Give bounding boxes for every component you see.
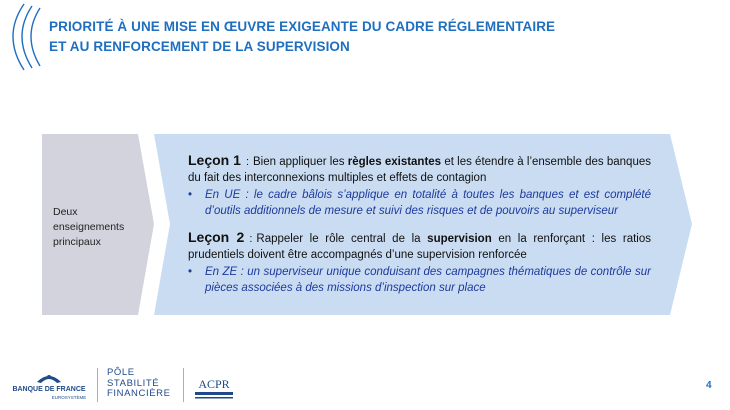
lesson-1-keyword: règles existantes <box>347 156 442 168</box>
bdf-sub: EUROSYSTÈME <box>51 395 87 400</box>
pole-line-2: STABILITÉ <box>107 377 160 389</box>
footer-separator <box>183 368 184 402</box>
pole-line-1: PÔLE <box>107 367 135 378</box>
lesson-1-text-after: et les étendre à l’ensemble des banques du fait des interconnexions multiples et effets de contagion <box>188 156 651 184</box>
banque-de-france-logo <box>9 368 89 402</box>
lesson-1 <box>188 152 651 186</box>
lesson-1-text-before: Bien appliquer les <box>253 156 348 168</box>
lesson-1-colon: : <box>245 156 249 168</box>
acpr-logo <box>193 372 235 402</box>
lesson-2-text-before: Rappeler le rôle central de la <box>256 233 428 245</box>
lesson-1-bullet <box>188 187 651 219</box>
lesson-2-bullet <box>188 264 651 296</box>
lesson-2-title: Leçon 2 <box>188 229 245 245</box>
page-title <box>49 17 689 57</box>
pole-line-3: FINANCIÈRE <box>107 388 171 399</box>
lesson-1-title: Leçon 1 <box>188 152 241 168</box>
page-number: 4 <box>706 380 712 391</box>
bdf-name: BANQUE DE FRANCE <box>12 386 86 393</box>
left-label: Deux enseignements principaux <box>53 206 125 248</box>
lessons-content <box>188 152 651 296</box>
bullet-icon: • <box>188 266 193 278</box>
lesson-2-bullet-text: En ZE : un superviseur unique conduisant des campagnes thématiques de contrôle sur pièces associées à des missions d’inspection sur place <box>205 266 651 294</box>
bullet-icon: • <box>188 189 193 201</box>
lesson-1-bullet-text: En UE : le cadre bâlois s’applique en totalité à toutes les banques et est complété d’outils additionnels de mesure et suivi des risques et de pouvoirs au superviseur <box>205 189 651 217</box>
lesson-2-text-after: en la renforçant : les ratios prudentiels doivent être accompagnés d’une supervision renforcée <box>188 233 651 261</box>
lesson-2 <box>188 229 651 263</box>
pole-stabilite-logo <box>107 368 171 400</box>
lesson-2-keyword: supervision <box>427 233 492 245</box>
acpr-name: ACPR <box>198 377 230 391</box>
title-line-1: PRIORITÉ À UNE MISE EN ŒUVRE EXIGEANTE DU CADRE RÉGLEMENTAIRE <box>49 19 556 34</box>
footer-separator <box>97 368 98 402</box>
title-line-2: ET AU RENFORCEMENT DE LA SUPERVISION <box>49 39 350 54</box>
decorative-arcs <box>0 0 50 80</box>
lesson-2-colon: : <box>249 233 253 245</box>
